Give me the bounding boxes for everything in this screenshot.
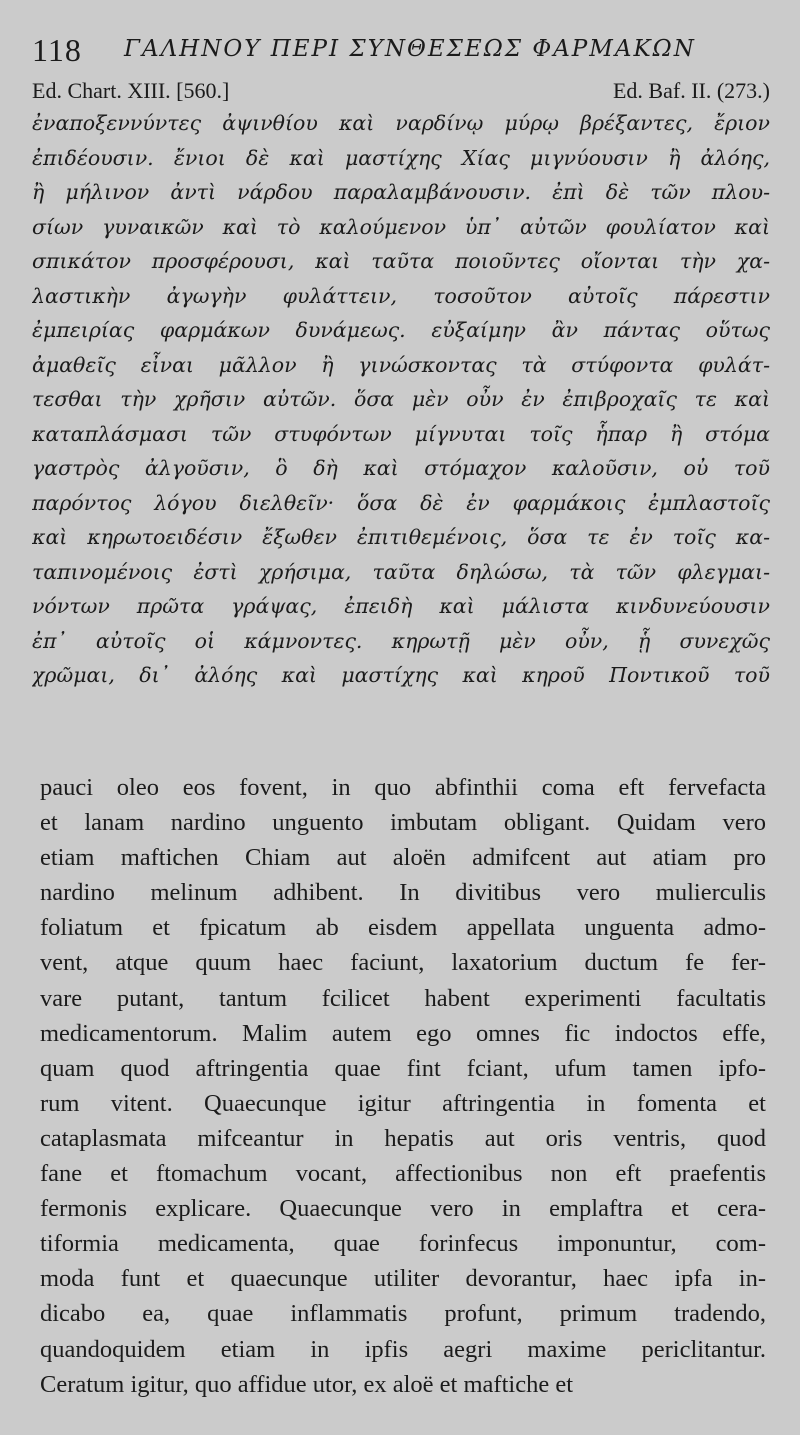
greek-text-line: σπικάτον προσφέρουσι, καὶ ταῦτα ποιοῦντες οἴονται τὴν χα-	[32, 249, 770, 273]
greek-text-line: καὶ κηρωτοειδέσιν ἔξωθεν ἐπιτιθεμένοις, ὅσα τε ἐν τοῖς κα-	[32, 525, 770, 549]
greek-text-line: ταπινομένοις ἐστὶ χρήσιμα, ταῦτα δηλώσω, τὰ τῶν φλεγμαι-	[32, 559, 770, 584]
greek-text-line: ἐπ᾽ αὐτοῖς οἱ κάμνοντες. κηρωτῇ μὲν οὖν, ᾗ συνεχῶς	[32, 628, 770, 653]
greek-text-line: ἀμαθεῖς εἶναι μᾶλλον ἢ γινώσκοντας τὰ στύφοντα φυλάτ-	[32, 352, 770, 377]
page-number: 118	[32, 32, 82, 68]
greek-text-block	[32, 106, 770, 693]
page-header	[32, 28, 772, 68]
running-title: ΓΑΛΗΝΟΥ ΠΕΡΙ ΣΥΝΘΕΣΕΩΣ ΦΑΡΜΑΚΩΝ	[124, 36, 696, 62]
greek-text-line: τεσθαι τὴν χρῆσιν αὐτῶν. ὅσα μὲν οὖν ἐν ἐπιβροχαῖς τε καὶ	[32, 387, 770, 411]
greek-text-line: νόντων πρῶτα γράψας, ἐπειδὴ καὶ μάλιστα κινδυνεύουσιν	[32, 594, 770, 618]
greek-text-line: ἐναποξεννύντες ἀψινθίου καὶ ναρδίνῳ μύρῳ βρέξαντες, ἔριον	[32, 111, 770, 135]
latin-text-line: fane et ftomachum vocant, affectionibus non eft praefentis	[40, 1160, 766, 1188]
latin-text-line: Ceratum igitur, quo affidue utor, ex aloë et maftiche et	[40, 1370, 573, 1398]
greek-text-line: ἐμπειρίας φαρμάκων δυνάμεως. εὐξαίμην ἂν πάντας οὕτως	[32, 318, 770, 342]
greek-text-line: λαστικὴν ἀγωγὴν φυλάττειν, τοσοῦτον αὐτοῖς πάρεστιν	[32, 283, 770, 308]
greek-text-line: ἢ μήλινον ἀντὶ νάρδου παραλαμβάνουσιν. ἐπὶ δὲ τῶν πλου-	[32, 180, 770, 204]
latin-text-block	[40, 770, 766, 1402]
edition-reference-basel: Ed. Baf. II. (273.)	[612, 78, 770, 103]
greek-text-line: χρῶμαι, δι᾽ ἀλόης καὶ μαστίχης καὶ κηροῦ Ποντικοῦ τοῦ	[32, 663, 770, 687]
latin-text-line: foliatum et fpicatum ab eisdem appellata unguenta admo-	[40, 914, 766, 942]
greek-text-line: γαστρὸς ἀλγοῦσιν, ὃ δὴ καὶ στόμαχον καλοῦσιν, οὐ τοῦ	[32, 456, 770, 480]
edition-reference-chartier: Ed. Chart. XIII. [560.]	[32, 78, 230, 103]
latin-text-line: quandoquidem etiam in ipfis aegri maxime periclitantur.	[40, 1335, 766, 1363]
greek-text-line: ἐπιδέουσιν. ἔνιοι δὲ καὶ μαστίχης Χίας μιγνύουσιν ἢ ἀλόης,	[32, 145, 770, 170]
latin-text-line: nardino melinum adhibent. In divitibus vero mulierculis	[40, 879, 766, 907]
latin-text-line: tiformia medicamenta, quae forinfecus imponuntur, com-	[40, 1230, 766, 1258]
latin-text-line: medicamentorum. Malim autem ego omnes fic indoctos effe,	[40, 1019, 766, 1047]
latin-text-line: quam quod aftringentia quae fint fciant, ufum tamen ipfo-	[40, 1054, 766, 1082]
greek-text-line: σίων γυναικῶν καὶ τὸ καλούμενον ὑπ᾽ αὐτῶν φουλίατον καὶ	[32, 214, 770, 239]
latin-text-line: fermonis explicare. Quaecunque vero in emplaftra et cera-	[40, 1195, 766, 1223]
latin-text-line: cataplasmata mifceantur in hepatis aut oris ventris, quod	[40, 1124, 766, 1152]
latin-text-line: vare putant, tantum fcilicet habent experimenti facultatis	[40, 984, 766, 1012]
greek-text-line: παρόντος λόγου διελθεῖν· ὅσα δὲ ἐν φαρμάκοις ἐμπλαστοῖς	[32, 490, 770, 515]
latin-text-line: et lanam nardino unguento imbutam obligant. Quidam vero	[40, 809, 766, 837]
latin-text-line: moda funt et quaecunque utiliter devorantur, haec ipfa in-	[40, 1265, 766, 1293]
latin-text-line: rum vitent. Quaecunque igitur aftringentia in fomenta et	[40, 1089, 766, 1117]
latin-text-line: dicabo ea, quae inflammatis profunt, primum tradendo,	[40, 1300, 766, 1328]
latin-text-line: etiam maftichen Chiam aut aloën admifcent aut atiam pro	[40, 844, 766, 872]
greek-text-line: καταπλάσμασι τῶν στυφόντων μίγνυται τοῖς ἧπαρ ἢ στόμα	[32, 421, 770, 446]
latin-text-line: pauci oleo eos fovent, in quo abfinthii coma eft fervefacta	[40, 774, 766, 801]
edition-reference-row	[32, 78, 770, 106]
latin-text-line: vent, atque quum haec faciunt, laxatorium ductum fe fer-	[40, 949, 766, 977]
